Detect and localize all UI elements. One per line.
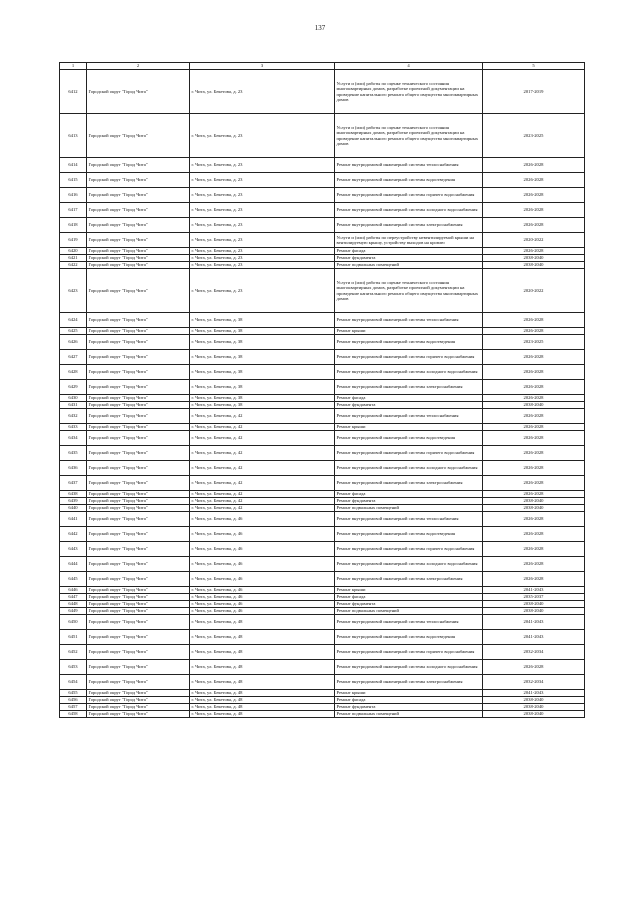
work-type-cell: Ремонт фундамента: [335, 704, 483, 711]
work-type-cell: Ремонт внутридомовой инженерной системы теплоснабжения: [335, 615, 483, 630]
address-cell: г. Чита, ул. Бекетова, д. 46: [190, 601, 335, 608]
work-type-cell: Ремонт фундамента: [335, 255, 483, 262]
period-cell: 2026-2028: [483, 527, 585, 542]
table-row: [60, 594, 585, 601]
period-cell: 2026-2028: [483, 395, 585, 402]
row-number: 6445: [60, 572, 87, 587]
address-cell: г. Чита, ул. Бекетова, д. 48: [190, 675, 335, 690]
municipality-cell: Городской округ "Город Чита": [87, 350, 190, 365]
municipality-cell: Городской округ "Город Чита": [87, 630, 190, 645]
period-cell: 2026-2028: [483, 313, 585, 328]
address-cell: г. Чита, ул. Бекетова, д. 23: [190, 218, 335, 233]
period-cell: 2026-2028: [483, 248, 585, 255]
table-row: [60, 711, 585, 718]
municipality-cell: Городской округ "Город Чита": [87, 173, 190, 188]
municipality-cell: Городской округ "Город Чита": [87, 269, 190, 313]
period-cell: 2038-2040: [483, 505, 585, 512]
table-row: [60, 704, 585, 711]
row-number: 6426: [60, 335, 87, 350]
table-row: [60, 587, 585, 594]
work-type-cell: Ремонт фасада: [335, 594, 483, 601]
period-cell: 2026-2028: [483, 557, 585, 572]
table-row: [60, 690, 585, 697]
table-row: [60, 380, 585, 395]
period-cell: 2026-2028: [483, 572, 585, 587]
work-type-cell: Ремонт фундамента: [335, 402, 483, 409]
row-number: 6428: [60, 365, 87, 380]
table-row: [60, 248, 585, 255]
municipality-cell: Городской округ "Город Чита": [87, 505, 190, 512]
work-type-cell: Ремонт крыши: [335, 690, 483, 697]
address-cell: г. Чита, ул. Бекетова, д. 42: [190, 476, 335, 491]
address-cell: г. Чита, ул. Бекетова, д. 38: [190, 328, 335, 335]
address-cell: г. Чита, ул. Бекетова, д. 23: [190, 233, 335, 248]
address-cell: г. Чита, ул. Бекетова, д. 48: [190, 630, 335, 645]
address-cell: г. Чита, ул. Бекетова, д. 42: [190, 409, 335, 424]
table-row: [60, 114, 585, 158]
table-row: [60, 461, 585, 476]
table-row: [60, 424, 585, 431]
work-type-cell: Ремонт внутридомовой инженерной системы электроснабжения: [335, 218, 483, 233]
row-number: 6417: [60, 203, 87, 218]
row-number: 6435: [60, 446, 87, 461]
municipality-cell: Городской округ "Город Чита": [87, 498, 190, 505]
period-cell: 2026-2028: [483, 542, 585, 557]
address-cell: г. Чита, ул. Бекетова, д. 38: [190, 402, 335, 409]
address-cell: г. Чита, ул. Бекетова, д. 23: [190, 188, 335, 203]
address-cell: г. Чита, ул. Бекетова, д. 42: [190, 424, 335, 431]
work-type-cell: Ремонт внутридомовой инженерной системы водоотведения: [335, 431, 483, 446]
address-cell: г. Чита, ул. Бекетова, д. 46: [190, 608, 335, 615]
municipality-cell: Городской округ "Город Чита": [87, 645, 190, 660]
row-number: 6436: [60, 461, 87, 476]
row-number: 6448: [60, 601, 87, 608]
period-cell: 2026-2028: [483, 431, 585, 446]
table-row: [60, 572, 585, 587]
address-cell: г. Чита, ул. Бекетова, д. 38: [190, 395, 335, 402]
work-type-cell: Ремонт фасада: [335, 395, 483, 402]
row-number: 6419: [60, 233, 87, 248]
table-row: [60, 365, 585, 380]
table-row: [60, 335, 585, 350]
table-row: [60, 188, 585, 203]
period-cell: 2032-2034: [483, 675, 585, 690]
municipality-cell: Городской округ "Город Чита": [87, 248, 190, 255]
address-cell: г. Чита, ул. Бекетова, д. 23: [190, 70, 335, 114]
table-row: [60, 608, 585, 615]
address-cell: г. Чита, ул. Бекетова, д. 42: [190, 446, 335, 461]
municipality-cell: Городской округ "Город Чита": [87, 70, 190, 114]
table-row: [60, 542, 585, 557]
municipality-cell: Городской округ "Город Чита": [87, 542, 190, 557]
table-row: [60, 601, 585, 608]
work-type-cell: Услуги и (или) работы по оценке технического состояния многоквартирных домов, разработке проектной документации на проведение капитального ремонта общего имущества многоквартирных домов: [335, 114, 483, 158]
address-cell: г. Чита, ул. Бекетова, д. 23: [190, 173, 335, 188]
table-row: [60, 233, 585, 248]
period-cell: 2026-2028: [483, 476, 585, 491]
work-type-cell: Ремонт внутридомовой инженерной системы водоотведения: [335, 335, 483, 350]
period-cell: 2038-2040: [483, 697, 585, 704]
address-cell: г. Чита, ул. Бекетова, д. 38: [190, 380, 335, 395]
period-cell: 2026-2028: [483, 512, 585, 527]
address-cell: г. Чита, ул. Бекетова, д. 46: [190, 512, 335, 527]
work-type-cell: Услуги и (или) работы по переустройству невентилируемой крыши на вентилируемую крышу, устройству выходов на кровлю: [335, 233, 483, 248]
row-number: 6432: [60, 409, 87, 424]
row-number: 6415: [60, 173, 87, 188]
period-cell: 2020-2022: [483, 233, 585, 248]
table-row: [60, 498, 585, 505]
period-cell: 2041-2043: [483, 587, 585, 594]
address-cell: г. Чита, ул. Бекетова, д. 46: [190, 527, 335, 542]
period-cell: 2038-2040: [483, 402, 585, 409]
municipality-cell: Городской округ "Город Чита": [87, 203, 190, 218]
column-number-row: [60, 63, 585, 70]
period-cell: 2017-2019: [483, 70, 585, 114]
row-number: 6450: [60, 615, 87, 630]
work-type-cell: Ремонт внутридомовой инженерной системы теплоснабжения: [335, 313, 483, 328]
work-type-cell: Ремонт внутридомовой инженерной системы электроснабжения: [335, 675, 483, 690]
work-type-cell: Ремонт внутридомовой инженерной системы теплоснабжения: [335, 158, 483, 173]
table-row: [60, 431, 585, 446]
work-type-cell: Ремонт подвальных помещений: [335, 505, 483, 512]
address-cell: г. Чита, ул. Бекетова, д. 46: [190, 587, 335, 594]
row-number: 6453: [60, 660, 87, 675]
row-number: 6449: [60, 608, 87, 615]
period-cell: 2038-2040: [483, 704, 585, 711]
period-cell: 2026-2028: [483, 350, 585, 365]
municipality-cell: Городской округ "Город Чита": [87, 557, 190, 572]
row-number: 6456: [60, 697, 87, 704]
table-row: [60, 70, 585, 114]
address-cell: г. Чита, ул. Бекетова, д. 42: [190, 491, 335, 498]
work-type-cell: Ремонт внутридомовой инженерной системы электроснабжения: [335, 572, 483, 587]
municipality-cell: Городской округ "Город Чита": [87, 512, 190, 527]
work-type-cell: Ремонт фундамента: [335, 601, 483, 608]
row-number: 6439: [60, 498, 87, 505]
row-number: 6438: [60, 491, 87, 498]
row-number: 6434: [60, 431, 87, 446]
table-row: [60, 218, 585, 233]
municipality-cell: Городской округ "Город Чита": [87, 587, 190, 594]
address-cell: г. Чита, ул. Бекетова, д. 46: [190, 542, 335, 557]
table-row: [60, 505, 585, 512]
column-number: 4: [335, 63, 483, 70]
row-number: 6455: [60, 690, 87, 697]
table-row: [60, 512, 585, 527]
row-number: 6446: [60, 587, 87, 594]
work-type-cell: Ремонт фундамента: [335, 498, 483, 505]
municipality-cell: Городской округ "Город Чита": [87, 424, 190, 431]
address-cell: г. Чита, ул. Бекетова, д. 48: [190, 660, 335, 675]
address-cell: г. Чита, ул. Бекетова, д. 23: [190, 114, 335, 158]
period-cell: 2023-2025: [483, 114, 585, 158]
work-type-cell: Ремонт крыши: [335, 424, 483, 431]
address-cell: г. Чита, ул. Бекетова, д. 23: [190, 269, 335, 313]
row-number: 6425: [60, 328, 87, 335]
municipality-cell: Городской округ "Город Чита": [87, 446, 190, 461]
table-row: [60, 697, 585, 704]
period-cell: 2026-2028: [483, 218, 585, 233]
work-type-cell: Ремонт внутридомовой инженерной системы водоотведения: [335, 630, 483, 645]
work-type-cell: Ремонт внутридомовой инженерной системы горячего водоснабжения: [335, 350, 483, 365]
table-row: [60, 675, 585, 690]
address-cell: г. Чита, ул. Бекетова, д. 42: [190, 431, 335, 446]
row-number: 6422: [60, 262, 87, 269]
work-type-cell: Услуги и (или) работы по оценке технического состояния многоквартирных домов, разработке проектной документации на проведение капитального ремонта общего имущества многоквартирных домов: [335, 70, 483, 114]
period-cell: 2026-2028: [483, 491, 585, 498]
address-cell: г. Чита, ул. Бекетова, д. 46: [190, 594, 335, 601]
work-type-cell: Услуги и (или) работы по оценке технического состояния многоквартирных домов, разработке проектной документации на проведение капитального ремонта общего имущества многоквартирных домов: [335, 269, 483, 313]
page-number: 137: [314, 24, 326, 32]
row-number: 6441: [60, 512, 87, 527]
period-cell: 2026-2028: [483, 409, 585, 424]
row-number: 6458: [60, 711, 87, 718]
work-type-cell: Ремонт внутридомовой инженерной системы холодного водоснабжения: [335, 203, 483, 218]
table-row: [60, 645, 585, 660]
work-type-cell: Ремонт внутридомовой инженерной системы холодного водоснабжения: [335, 557, 483, 572]
address-cell: г. Чита, ул. Бекетова, д. 42: [190, 498, 335, 505]
work-type-cell: Ремонт внутридомовой инженерной системы холодного водоснабжения: [335, 461, 483, 476]
address-cell: г. Чита, ул. Бекетова, д. 38: [190, 335, 335, 350]
municipality-cell: Городской округ "Город Чита": [87, 114, 190, 158]
period-cell: 2026-2028: [483, 365, 585, 380]
table-row: [60, 446, 585, 461]
period-cell: 2038-2040: [483, 601, 585, 608]
table-row: [60, 409, 585, 424]
municipality-cell: Городской округ "Город Чита": [87, 262, 190, 269]
table-row: [60, 328, 585, 335]
municipality-cell: Городской округ "Город Чита": [87, 365, 190, 380]
row-number: 6452: [60, 645, 87, 660]
period-cell: 2023-2025: [483, 335, 585, 350]
period-cell: 2038-2040: [483, 255, 585, 262]
address-cell: г. Чита, ул. Бекетова, д. 48: [190, 711, 335, 718]
municipality-cell: Городской округ "Город Чита": [87, 594, 190, 601]
address-cell: г. Чита, ул. Бекетова, д. 23: [190, 262, 335, 269]
municipality-cell: Городской округ "Город Чита": [87, 572, 190, 587]
row-number: 6421: [60, 255, 87, 262]
period-cell: 2020-2022: [483, 269, 585, 313]
table-row: [60, 158, 585, 173]
municipality-cell: Городской округ "Город Чита": [87, 313, 190, 328]
address-cell: г. Чита, ул. Бекетова, д. 46: [190, 557, 335, 572]
column-number: 5: [483, 63, 585, 70]
address-cell: г. Чита, ул. Бекетова, д. 42: [190, 505, 335, 512]
municipality-cell: Городской округ "Город Чита": [87, 380, 190, 395]
column-number: 2: [87, 63, 190, 70]
row-number: 6442: [60, 527, 87, 542]
table-row: [60, 173, 585, 188]
work-type-cell: Ремонт внутридомовой инженерной системы горячего водоснабжения: [335, 188, 483, 203]
row-number: 6431: [60, 402, 87, 409]
municipality-cell: Городской округ "Город Чита": [87, 158, 190, 173]
work-type-cell: Ремонт внутридомовой инженерной системы теплоснабжения: [335, 512, 483, 527]
work-type-cell: Ремонт внутридомовой инженерной системы водоотведения: [335, 527, 483, 542]
municipality-cell: Городской округ "Город Чита": [87, 697, 190, 704]
work-type-cell: Ремонт подвальных помещений: [335, 608, 483, 615]
address-cell: г. Чита, ул. Бекетова, д. 48: [190, 645, 335, 660]
row-number: 6413: [60, 114, 87, 158]
row-number: 6437: [60, 476, 87, 491]
row-number: 6416: [60, 188, 87, 203]
municipality-cell: Городской округ "Город Чита": [87, 675, 190, 690]
overhaul-schedule-table: [59, 62, 585, 718]
table-row: [60, 630, 585, 645]
address-cell: г. Чита, ул. Бекетова, д. 23: [190, 203, 335, 218]
table-row: [60, 203, 585, 218]
address-cell: г. Чита, ул. Бекетова, д. 38: [190, 313, 335, 328]
row-number: 6414: [60, 158, 87, 173]
address-cell: г. Чита, ул. Бекетова, д. 38: [190, 350, 335, 365]
period-cell: 2026-2028: [483, 203, 585, 218]
period-cell: 2038-2040: [483, 262, 585, 269]
row-number: 6447: [60, 594, 87, 601]
work-type-cell: Ремонт внутридомовой инженерной системы электроснабжения: [335, 380, 483, 395]
period-cell: 2041-2043: [483, 630, 585, 645]
row-number: 6444: [60, 557, 87, 572]
work-type-cell: Ремонт подвальных помещений: [335, 711, 483, 718]
table-row: [60, 476, 585, 491]
work-type-cell: Ремонт подвальных помещений: [335, 262, 483, 269]
row-number: 6423: [60, 269, 87, 313]
table-row: [60, 269, 585, 313]
address-cell: г. Чита, ул. Бекетова, д. 42: [190, 461, 335, 476]
work-type-cell: Ремонт крыши: [335, 587, 483, 594]
work-type-cell: Ремонт фасада: [335, 248, 483, 255]
table-row: [60, 313, 585, 328]
period-cell: 2026-2028: [483, 424, 585, 431]
address-cell: г. Чита, ул. Бекетова, д. 46: [190, 572, 335, 587]
row-number: 6433: [60, 424, 87, 431]
work-type-cell: Ремонт внутридомовой инженерной системы водоотведения: [335, 173, 483, 188]
address-cell: г. Чита, ул. Бекетова, д. 23: [190, 248, 335, 255]
municipality-cell: Городской округ "Город Чита": [87, 395, 190, 402]
column-number: 3: [190, 63, 335, 70]
row-number: 6418: [60, 218, 87, 233]
municipality-cell: Городской округ "Город Чита": [87, 188, 190, 203]
period-cell: 2035-2037: [483, 594, 585, 601]
work-type-cell: Ремонт крыши: [335, 328, 483, 335]
municipality-cell: Городской округ "Город Чита": [87, 711, 190, 718]
table-row: [60, 255, 585, 262]
row-number: 6412: [60, 70, 87, 114]
table-row: [60, 527, 585, 542]
address-cell: г. Чита, ул. Бекетова, д. 48: [190, 615, 335, 630]
period-cell: 2038-2040: [483, 498, 585, 505]
row-number: 6451: [60, 630, 87, 645]
row-number: 6454: [60, 675, 87, 690]
municipality-cell: Городской округ "Город Чита": [87, 690, 190, 697]
period-cell: 2026-2028: [483, 380, 585, 395]
municipality-cell: Городской округ "Город Чита": [87, 461, 190, 476]
address-cell: г. Чита, ул. Бекетова, д. 38: [190, 365, 335, 380]
table-row: [60, 395, 585, 402]
period-cell: 2026-2028: [483, 188, 585, 203]
period-cell: 2041-2043: [483, 615, 585, 630]
municipality-cell: Городской округ "Город Чита": [87, 218, 190, 233]
municipality-cell: Городской округ "Город Чита": [87, 233, 190, 248]
row-number: 6443: [60, 542, 87, 557]
work-type-cell: Ремонт внутридомовой инженерной системы холодного водоснабжения: [335, 660, 483, 675]
address-cell: г. Чита, ул. Бекетова, д. 23: [190, 158, 335, 173]
municipality-cell: Городской округ "Город Чита": [87, 491, 190, 498]
period-cell: 2032-2034: [483, 645, 585, 660]
period-cell: 2038-2040: [483, 711, 585, 718]
municipality-cell: Городской округ "Город Чита": [87, 476, 190, 491]
table-row: [60, 350, 585, 365]
table-row: [60, 262, 585, 269]
work-type-cell: Ремонт внутридомовой инженерной системы холодного водоснабжения: [335, 365, 483, 380]
table-row: [60, 557, 585, 572]
row-number: 6430: [60, 395, 87, 402]
row-number: 6424: [60, 313, 87, 328]
row-number: 6427: [60, 350, 87, 365]
address-cell: г. Чита, ул. Бекетова, д. 48: [190, 690, 335, 697]
work-type-cell: Ремонт внутридомовой инженерной системы электроснабжения: [335, 476, 483, 491]
period-cell: 2026-2028: [483, 173, 585, 188]
period-cell: 2026-2028: [483, 660, 585, 675]
work-type-cell: Ремонт внутридомовой инженерной системы теплоснабжения: [335, 409, 483, 424]
municipality-cell: Городской округ "Город Чита": [87, 409, 190, 424]
work-type-cell: Ремонт фасада: [335, 697, 483, 704]
table-row: [60, 615, 585, 630]
row-number: 6457: [60, 704, 87, 711]
work-type-cell: Ремонт внутридомовой инженерной системы горячего водоснабжения: [335, 542, 483, 557]
municipality-cell: Городской округ "Город Чита": [87, 402, 190, 409]
address-cell: г. Чита, ул. Бекетова, д. 48: [190, 704, 335, 711]
row-number: 6420: [60, 248, 87, 255]
municipality-cell: Городской округ "Город Чита": [87, 601, 190, 608]
table-row: [60, 402, 585, 409]
work-type-cell: Ремонт фасада: [335, 491, 483, 498]
column-number: 1: [60, 63, 87, 70]
work-type-cell: Ремонт внутридомовой инженерной системы горячего водоснабжения: [335, 645, 483, 660]
period-cell: 2038-2040: [483, 608, 585, 615]
period-cell: 2026-2028: [483, 158, 585, 173]
municipality-cell: Городской округ "Город Чита": [87, 255, 190, 262]
address-cell: г. Чита, ул. Бекетова, д. 23: [190, 255, 335, 262]
municipality-cell: Городской округ "Город Чита": [87, 608, 190, 615]
municipality-cell: Городской округ "Город Чита": [87, 431, 190, 446]
table-row: [60, 660, 585, 675]
municipality-cell: Городской округ "Город Чита": [87, 335, 190, 350]
work-type-cell: Ремонт внутридомовой инженерной системы горячего водоснабжения: [335, 446, 483, 461]
table-row: [60, 491, 585, 498]
municipality-cell: Городской округ "Город Чита": [87, 660, 190, 675]
row-number: 6440: [60, 505, 87, 512]
address-cell: г. Чита, ул. Бекетова, д. 48: [190, 697, 335, 704]
municipality-cell: Городской округ "Город Чита": [87, 615, 190, 630]
row-number: 6429: [60, 380, 87, 395]
period-cell: 2026-2028: [483, 328, 585, 335]
period-cell: 2026-2028: [483, 461, 585, 476]
period-cell: 2041-2043: [483, 690, 585, 697]
municipality-cell: Городской округ "Город Чита": [87, 527, 190, 542]
period-cell: 2026-2028: [483, 446, 585, 461]
municipality-cell: Городской округ "Город Чита": [87, 704, 190, 711]
municipality-cell: Городской округ "Город Чита": [87, 328, 190, 335]
